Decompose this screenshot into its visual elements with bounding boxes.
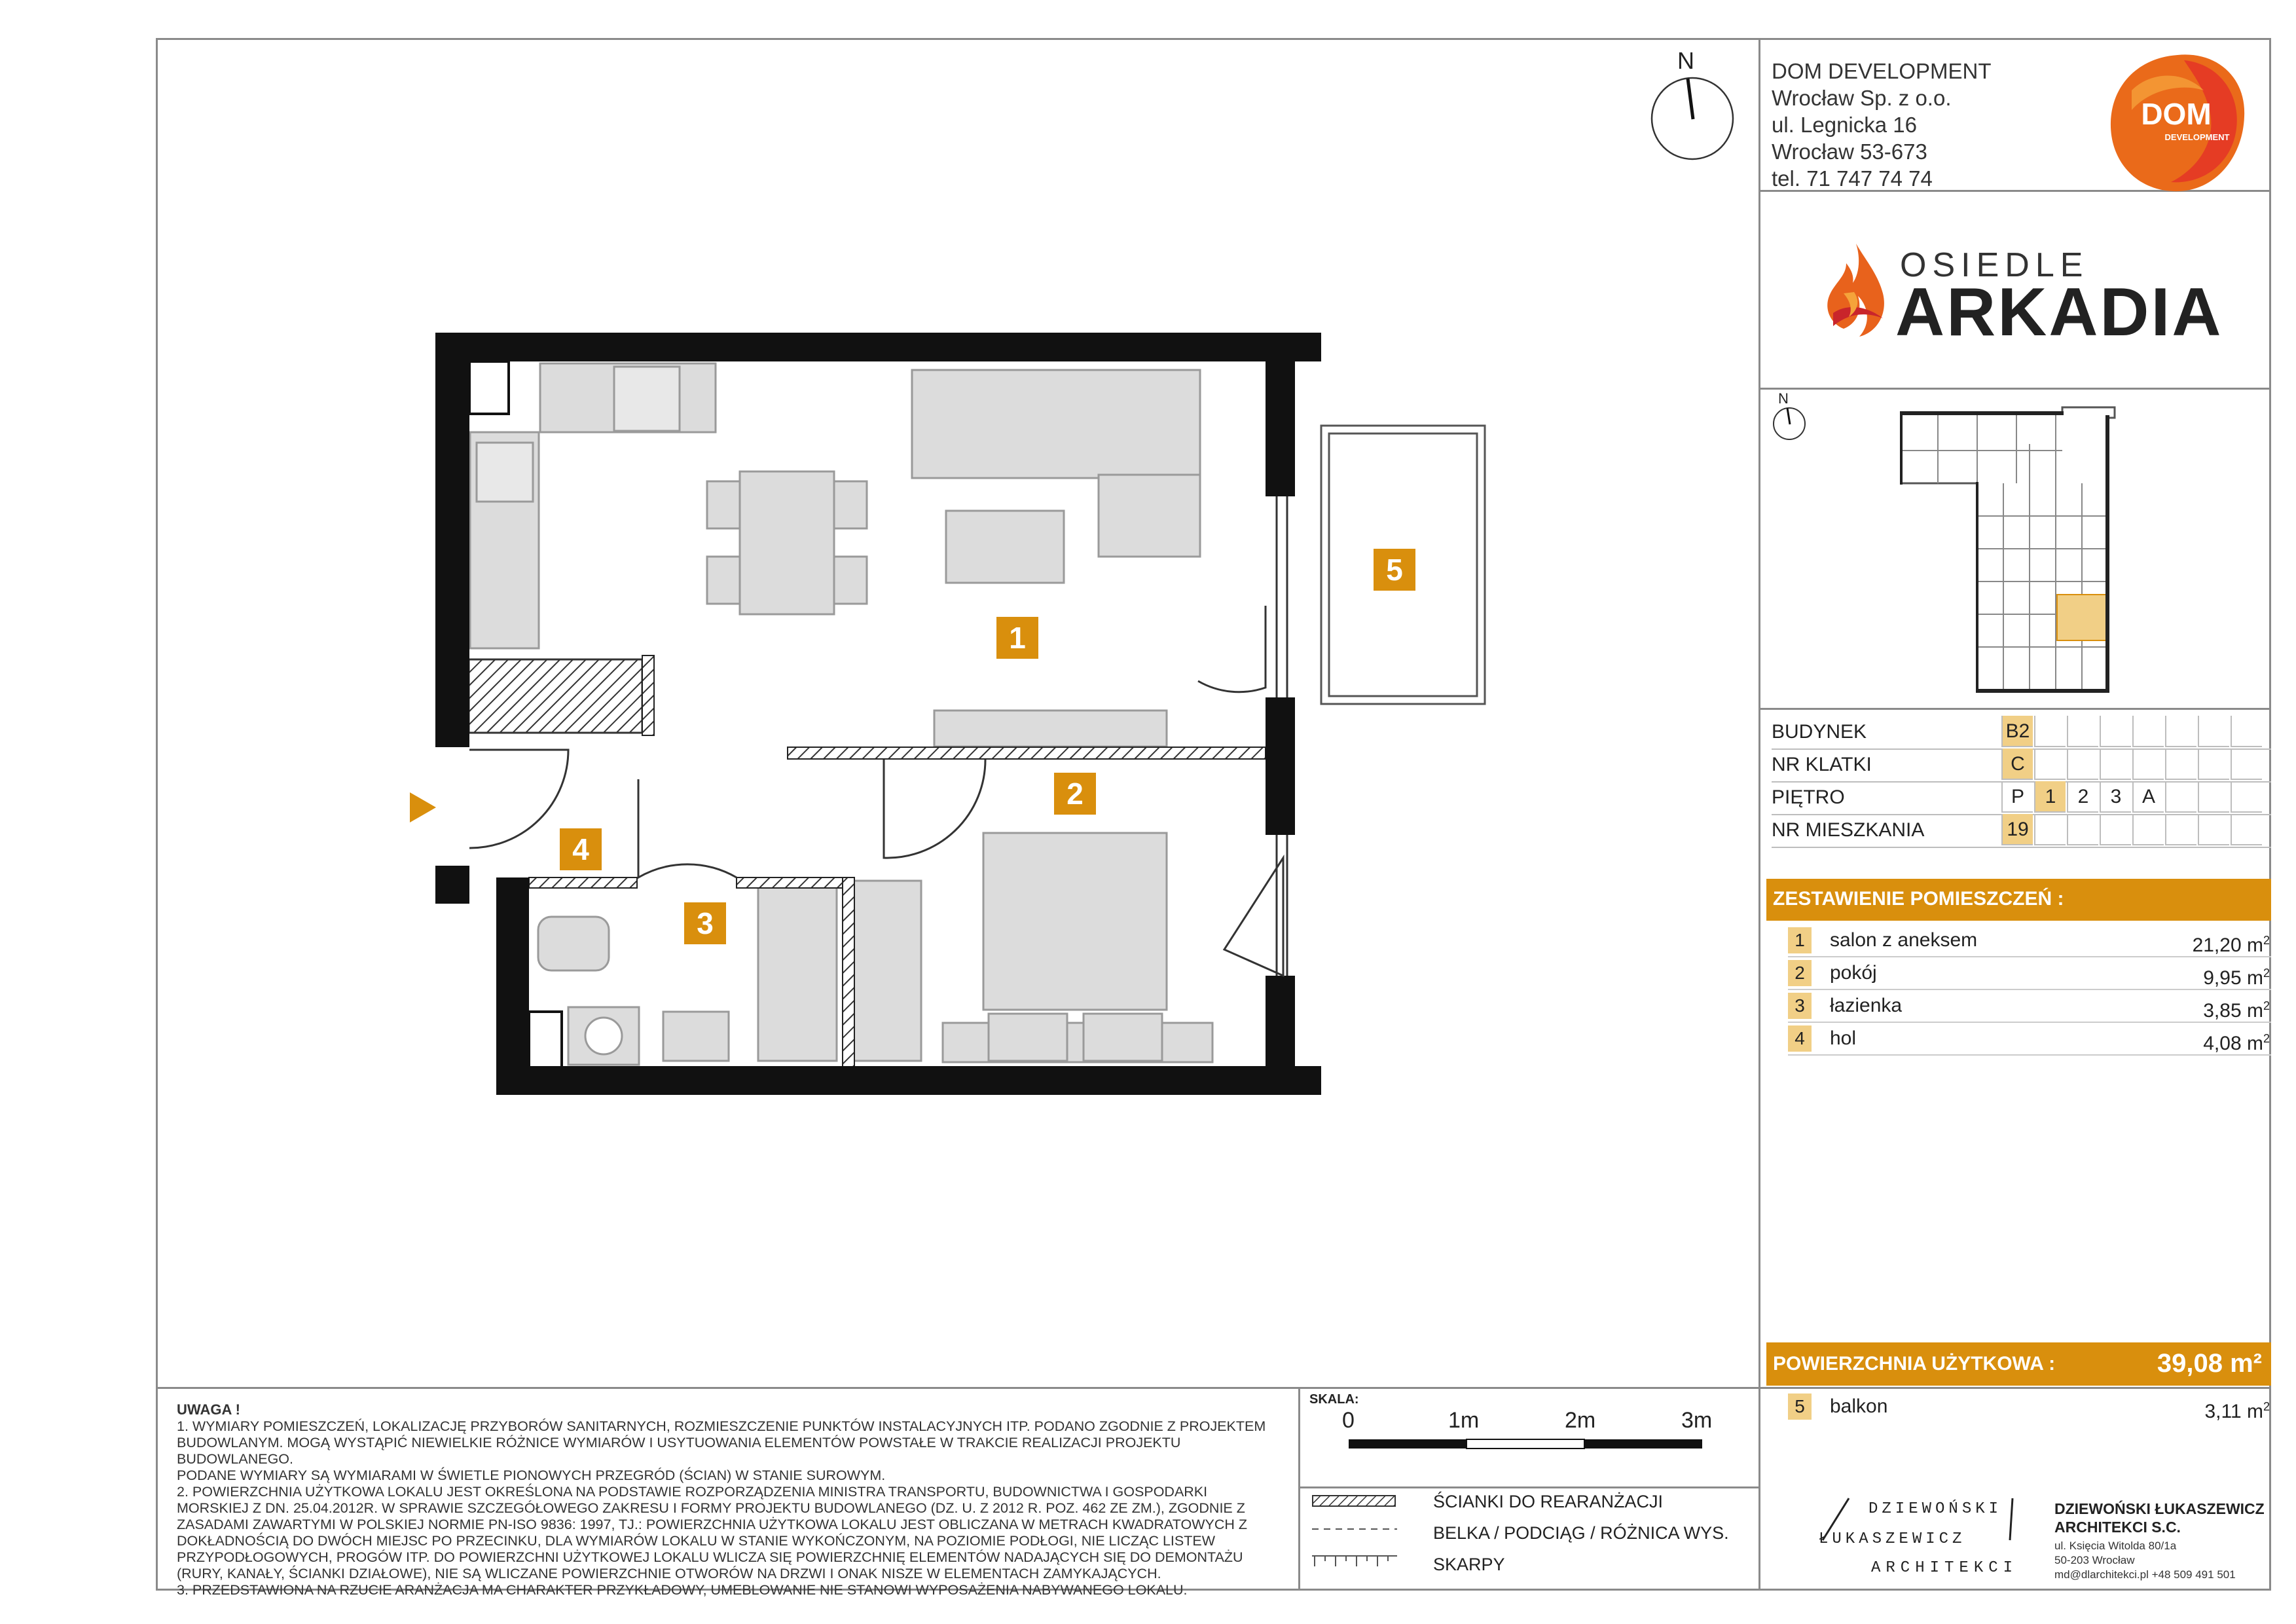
company-line: Wrocław Sp. z o.o.: [1772, 86, 1952, 110]
room-number: 4: [1788, 1025, 1812, 1052]
scale-tick-1: 1m: [1448, 1408, 1480, 1433]
keyplan-compass-label: N: [1778, 390, 1789, 407]
legend-dashed-symbol: [1312, 1526, 1397, 1532]
building-key-plan: [1899, 405, 2174, 693]
info-cell: [2034, 814, 2066, 845]
info-cell: [2231, 716, 2262, 747]
room-row: [1788, 957, 2271, 990]
info-cell: 19: [2001, 814, 2033, 845]
arkadia-flame-icon: [1820, 241, 1892, 339]
legend-label: BELKA / PODCIĄG / RÓŻNICA WYS.: [1433, 1523, 1729, 1543]
entrance-marker-icon: [410, 792, 436, 822]
scale-title: SKALA:: [1309, 1392, 1359, 1407]
balcony-row: [1788, 1391, 2271, 1422]
info-cell: 1: [2034, 781, 2066, 813]
room-row: [1788, 1023, 2271, 1056]
notes-line: PRZYPODŁOGOWYCH, PROGÓW ITP. DO POWIERZCHNI UŻYTKOWEJ LOKALU WLICZA SIĘ POWIERZCHNIĘ ELEMENTÓW NADAJĄCYCH SIĘ DO DEMONTAŻU: [177, 1549, 1243, 1565]
company-line: ul. Legnicka 16: [1772, 113, 1917, 137]
total-area-label: POWIERZCHNIA UŻYTKOWA :: [1773, 1353, 2056, 1375]
keyplan-compass-icon: [1772, 406, 1807, 441]
room-name: balkon: [1830, 1395, 1888, 1417]
info-cell: [2067, 716, 2098, 747]
keyplan-selected-apartment: [2057, 595, 2107, 640]
scale-tick-0: 0: [1342, 1408, 1355, 1433]
info-cell: [2132, 716, 2164, 747]
bed: [943, 833, 1212, 1062]
architect-logo-line3: ARCHITEKCI: [1871, 1559, 2018, 1577]
disclaimer-notes: [177, 1401, 1283, 1598]
notes-line: PODANE WYMIARY SĄ WYMIARAMI W ŚWIETLE PIONOWYCH PRZEGRÓD (ŚCIAN) W STANIE SUROWYM.: [177, 1467, 886, 1483]
company-line: DOM DEVELOPMENT: [1772, 59, 1992, 83]
architect-logo-line1: DZIEWOŃSKI: [1868, 1500, 2003, 1518]
room-row: [1788, 990, 2271, 1023]
dom-development-logo: [2105, 51, 2250, 195]
notes-line: 2. POWIERZCHNIA UŻYTKOWA LOKALU JEST OKREŚLONA NA PODSTAWIE ROZPORZĄDZENIA MINISTRA TRANSPORTU, BUDOWNICTWA I GOSPODARKI: [177, 1484, 1208, 1500]
room-area: 21,20 $m^2$: [2192, 934, 2270, 956]
scale-tick-2: 2m: [1565, 1408, 1596, 1433]
scale-bar: [1349, 1438, 1702, 1454]
info-cell: [2165, 814, 2196, 845]
info-cell: [2100, 814, 2131, 845]
total-area-bar: [1766, 1342, 2271, 1386]
info-cell: [2198, 814, 2229, 845]
info-cell: [2165, 716, 2196, 747]
architect-divider: [1758, 1387, 1760, 1591]
keyplan-divider: [1758, 388, 2271, 390]
info-cell: P: [2001, 781, 2033, 813]
info-cell: [2165, 781, 2196, 813]
room-area: 4,08 $m^2$: [2203, 1032, 2270, 1054]
info-label: BUDYNEK: [1772, 721, 1867, 743]
info-cell: [2132, 814, 2164, 845]
room-number: 1: [1788, 927, 1812, 953]
notes-divider: [156, 1387, 2271, 1389]
room-name: pokój: [1830, 962, 1877, 984]
legend-label: ŚCIANKI DO REARANŻACJI: [1433, 1492, 1664, 1511]
rooms-header: [1766, 879, 2271, 921]
notes-line: ZASADAMI ZAWARTYMI W POLSKIEJ NORMIE PN-ISO 9836: 1997, TJ.: POWIERZCHNIA UŻYTKOWA LOKALU JEST OBLICZANA W METRACH KWADRATOWYCH Z: [177, 1517, 1248, 1532]
plan-label-balcony: 5: [1374, 549, 1415, 591]
info-label: PIĘTRO: [1772, 786, 1845, 808]
info-cell: [2231, 814, 2262, 845]
notes-line: MORSKIEJ Z DN. 25.04.2012R. W SPRAWIE SZCZEGÓŁOWEGO ZAKRESU I FORMY PROJEKTU BUDOWLANEGO (DZ. U. Z 2012 R. POZ. 462 ZE ZM.), ZGODNIE Z: [177, 1500, 1245, 1516]
info-label: NR KLATKI: [1772, 754, 1872, 775]
notes-line: 3. PRZEDSTAWIONA NA RZUCIE ARANŻACJA MA CHARAKTER PRZYKŁADOWY, UMEBLOWANIE NIE STANOWI WYPOSAŻENIA NABYWANEGO LOKALU.: [177, 1582, 1188, 1598]
notes-title: UWAGA !: [177, 1401, 240, 1418]
compass-label: N: [1677, 47, 1694, 74]
room-area: 9,95 $m^2$: [2203, 967, 2270, 989]
room-number: 2: [1788, 960, 1812, 986]
architect-logo-line2: ŁUKASZEWICZ: [1819, 1530, 1966, 1548]
notes-line: BUDOWLANYM. MOGĄ WYSTĄPIĆ NIEWIELKIE RÓŻNICE WYMIARÓW I USYTUOWANIA ELEMENTÓW POWSTAŁE W TRAKCIE REALIZACJI PROJEKTU BUDOWLANEGO.: [177, 1435, 1181, 1467]
info-label: NR MIESZKANIA: [1772, 819, 1925, 841]
architect-logo: [1816, 1494, 2039, 1579]
project-prefix: OSIEDLE: [1900, 246, 2089, 284]
bathroom-fixtures: [538, 881, 921, 1065]
legend-label: SKARPY: [1433, 1555, 1505, 1574]
info-cell: [2034, 748, 2066, 780]
sofa: [912, 370, 1200, 583]
info-cell: [2132, 748, 2164, 780]
total-area-value: 39,08 m²: [2157, 1349, 2262, 1378]
info-cell: [2067, 748, 2098, 780]
architect-name: [2054, 1500, 2265, 1536]
dining-table: [707, 471, 867, 614]
info-cell: [2198, 781, 2229, 813]
info-cell: [2034, 716, 2066, 747]
info-cell: A: [2132, 781, 2164, 813]
legend-divider: [1298, 1486, 1758, 1488]
info-cell: 3: [2100, 781, 2131, 813]
room-row: [1788, 925, 2271, 957]
info-cell: [2231, 748, 2262, 780]
company-line: Wrocław 53-673: [1772, 139, 1927, 164]
plan-label-room: 2: [1054, 773, 1096, 815]
info-cell: [2231, 781, 2262, 813]
architect-name-line: ARCHITEKCI S.C.: [2054, 1519, 2181, 1536]
architect-address-line: 50-203 Wrocław: [2054, 1554, 2135, 1566]
project-name: ARKADIA: [1895, 274, 2223, 350]
info-cell: [2165, 748, 2196, 780]
info-cell: 2: [2067, 781, 2098, 813]
room-name: łazienka: [1830, 995, 1903, 1016]
plan-label-living: 1: [996, 617, 1038, 659]
notes-line: DOKŁADNOŚCIĄ DO DWÓCH MIEJSC PO PRZECINKU, DLA WYMIARÓW LOKALU W STANIE WYKOŃCZONYM, NA POZIOMIE PODŁOGI, NIE LICZĄC LISTEW: [177, 1533, 1216, 1549]
notes-line: (RURY, KANAŁY, ŚCIANKI DZIAŁOWE), NIE SĄ WLICZANE POWIERZCHNIE OTWORÓW NA DRZWI I ONAK NISZE W ELEMENTACH ZAMYKAJĄCYCH.: [177, 1566, 1161, 1581]
side-panel-divider: [1758, 38, 1760, 1389]
company-line: tel. 71 747 74 74: [1772, 166, 1933, 191]
company-address: [1772, 58, 1992, 192]
info-cell: B2: [2001, 716, 2033, 747]
room-area: 3,85 $m^2$: [2203, 999, 2270, 1022]
room-number: 3: [1788, 993, 1812, 1019]
wardrobe: [469, 659, 642, 733]
info-cell: [2100, 716, 2131, 747]
architect-name-line: DZIEWOŃSKI ŁUKASZEWICZ: [2054, 1500, 2265, 1517]
tv-cabinet: [934, 710, 1167, 747]
architect-address-line: ul. Księcia Witolda 80/1a: [2054, 1540, 2177, 1552]
plan-label-hall: 4: [560, 828, 602, 870]
room-number: 5: [1788, 1393, 1812, 1420]
info-cell: [2100, 748, 2131, 780]
info-cell: C: [2001, 748, 2033, 780]
rooms-header-text: ZESTAWIENIE POMIESZCZEŃ :: [1773, 888, 2064, 910]
room-name: salon z aneksem: [1830, 929, 1978, 951]
room-name: hol: [1830, 1027, 1857, 1049]
legend-hatch-symbol: [1312, 1494, 1397, 1509]
room-area: 3,11 $m^2$: [2204, 1400, 2270, 1422]
scale-tick-3: 3m: [1681, 1408, 1713, 1433]
architect-address: [2054, 1539, 2236, 1582]
info-cell: [2198, 748, 2229, 780]
info-cell: [2198, 716, 2229, 747]
notes-line: 1. WYMIARY POMIESZCZEŃ, LOKALIZACJĘ PRZYBORÓW SANITARNYCH, ROZMIESZCZENIE PUNKTÓW INSTALACYJNYCH ITP. PODANO ZGODNIE Z PROJEKTEM: [177, 1418, 1266, 1434]
logo-development-text: DEVELOPMENT: [2164, 132, 2230, 142]
plan-label-bathroom: 3: [684, 902, 726, 944]
logo-divider: [1758, 708, 2271, 710]
architect-address-line: md@dlarchitekci.pl +48 509 491 501: [2054, 1568, 2236, 1581]
info-cell: [2067, 814, 2098, 845]
logo-dom-text: DOM: [2141, 97, 2212, 131]
scale-divider: [1298, 1387, 1300, 1591]
legend-slope-symbol: [1312, 1553, 1397, 1569]
